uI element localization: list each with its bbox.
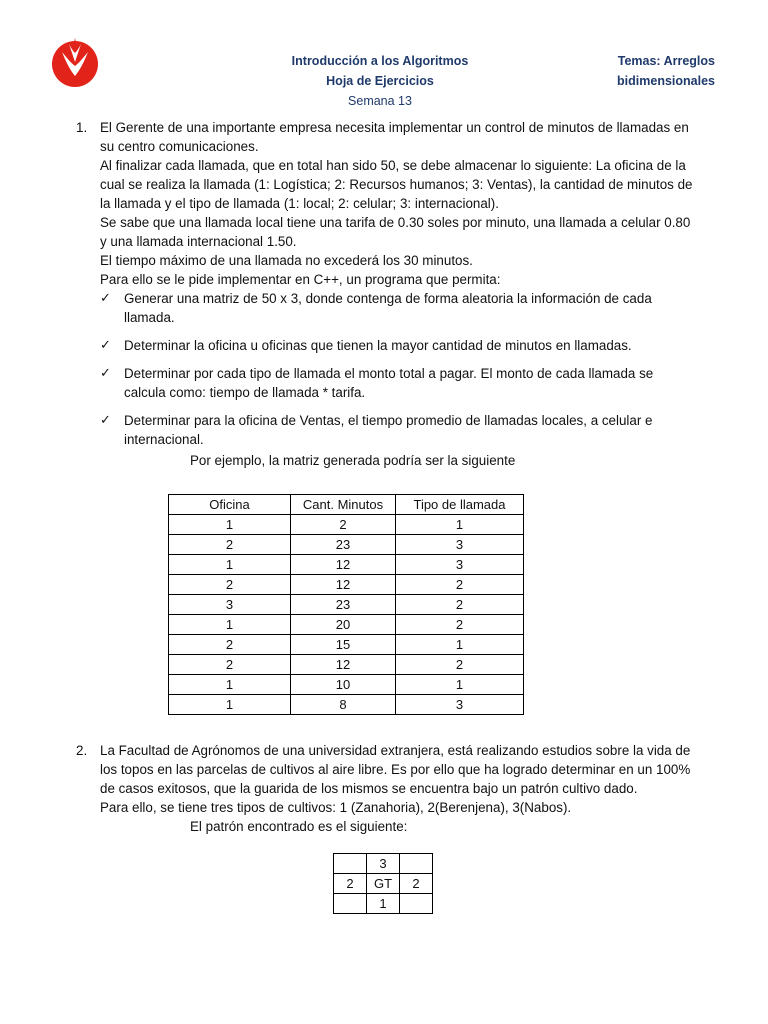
- text-line: El Gerente de una importante empresa necesita implementar un control de minutos de llamadas en: [100, 120, 689, 135]
- table-cell: 2: [396, 655, 524, 675]
- task-item: ✓ Generar una matriz de 50 x 3, donde contenga de forma aleatoria la información de cada llamada.: [100, 291, 652, 325]
- table-cell: 15: [291, 635, 396, 655]
- university-logo-icon: [50, 36, 100, 88]
- table-cell: 1: [367, 894, 400, 914]
- table-cell: 3: [367, 854, 400, 874]
- table-cell: 2: [396, 615, 524, 635]
- table-cell: 1: [396, 675, 524, 695]
- table-cell: 12: [291, 655, 396, 675]
- table-row: [169, 695, 524, 715]
- text-line: El tiempo máximo de una llamada no excederá los 30 minutos.: [100, 253, 473, 268]
- table-cell: 1: [169, 675, 291, 695]
- exercise-number: 1.: [76, 120, 88, 135]
- table-cell: 2: [396, 595, 524, 615]
- table-cell: [400, 894, 433, 914]
- column-header: Tipo de llamada: [396, 495, 524, 515]
- table-cell: [334, 854, 367, 874]
- table-cell: 2: [169, 575, 291, 595]
- column-header: Cant. Minutos: [291, 495, 396, 515]
- task-item: ✓ Determinar la oficina u oficinas que tienen la mayor cantidad de minutos en llamadas.: [100, 338, 632, 353]
- table-cell: 20: [291, 615, 396, 635]
- pattern-intro: El patrón encontrado es el siguiente:: [190, 819, 408, 834]
- exercise-2: [76, 741, 716, 914]
- table-row: [169, 655, 524, 675]
- text-line: Para ello, se tiene tres tipos de cultivos: 1 (Zanahoria), 2(Berenjena), 3(Nabos).: [100, 800, 572, 815]
- table-cell: 1: [169, 555, 291, 575]
- topics-header: [560, 51, 715, 91]
- calls-matrix-table: [168, 494, 524, 715]
- table-row: [334, 894, 433, 914]
- table-cell: 23: [291, 535, 396, 555]
- table-row: [169, 555, 524, 575]
- table-cell: 23: [291, 595, 396, 615]
- exercise-1: [76, 118, 716, 715]
- document-body: [76, 118, 716, 914]
- table-cell: 1: [396, 515, 524, 535]
- table-row: [169, 515, 524, 535]
- topics-line-2: bidimensionales: [617, 74, 715, 88]
- table-row: [169, 635, 524, 655]
- task-list: [100, 289, 716, 449]
- table-cell: 1: [169, 515, 291, 535]
- table-cell: 2: [169, 535, 291, 555]
- text-line: La Facultad de Agrónomos de una universidad extranjera, está realizando estudios sobre la vida de: [100, 743, 691, 758]
- text-line: Al finalizar cada llamada, que en total han sido 50, se debe almacenar lo siguiente: La oficina de la: [100, 158, 686, 173]
- table-cell: 2: [400, 874, 433, 894]
- table-cell: 2: [334, 874, 367, 894]
- table-cell: 2: [169, 655, 291, 675]
- table-header-row: [169, 495, 524, 515]
- example-intro: Por ejemplo, la matriz generada podría ser la siguiente: [190, 453, 516, 468]
- table-row: [169, 595, 524, 615]
- text-line: los topos en las parcelas de cultivos al aire libre. Es por ello que ha logrado determinar en un 100%: [100, 762, 691, 777]
- checkmark-icon: ✓: [100, 366, 111, 381]
- course-title: Introducción a los Algoritmos: [291, 54, 469, 68]
- text-line: de casos exitosos, que la guarida de los mismos se encuentra bajo un patrón cultivo dado.: [100, 781, 638, 796]
- checkmark-icon: ✓: [100, 291, 111, 306]
- task-item: ✓ Determinar por cada tipo de llamada el monto total a pagar. El monto de cada llamada se calcula como: tiempo de llamada * tarifa.: [100, 366, 654, 400]
- text-line: y una llamada internacional 1.50.: [100, 234, 297, 249]
- pattern-table: [333, 853, 433, 914]
- table-row: [334, 854, 433, 874]
- sheet-title: Hoja de Ejercicios: [326, 74, 434, 88]
- text-line: cual se realiza la llamada (1: Logística; 2: Recursos humanos; 3: Ventas), la cantidad de minutos de: [100, 177, 693, 192]
- table-row: [169, 535, 524, 555]
- text-line: Para ello se le pide implementar en C++, un programa que permita:: [100, 272, 501, 287]
- checkmark-icon: ✓: [100, 413, 111, 428]
- table-cell: 12: [291, 575, 396, 595]
- task-item: ✓ Determinar para la oficina de Ventas, el tiempo promedio de llamadas locales, a celular e internacional.: [100, 413, 653, 447]
- checkmark-icon: ✓: [100, 338, 111, 353]
- table-cell: 10: [291, 675, 396, 695]
- week-label: Semana 13: [348, 94, 412, 108]
- table-cell: 1: [169, 615, 291, 635]
- table-cell: 8: [291, 695, 396, 715]
- table-cell: 3: [396, 535, 524, 555]
- text-line: la llamada y el tipo de llamada (1: local; 2: celular; 3: internacional).: [100, 196, 499, 211]
- table-row: [169, 675, 524, 695]
- table-cell: [334, 894, 367, 914]
- table-cell: 2: [396, 575, 524, 595]
- exercise-number: 2.: [76, 743, 88, 758]
- exercise-text: [100, 741, 716, 817]
- table-row: [169, 575, 524, 595]
- table-cell: 12: [291, 555, 396, 575]
- table-cell: 2: [169, 635, 291, 655]
- table-row: [169, 615, 524, 635]
- table-cell: 1: [169, 695, 291, 715]
- table-cell: 3: [169, 595, 291, 615]
- table-row: [334, 874, 433, 894]
- column-header: Oficina: [169, 495, 291, 515]
- text-line: Se sabe que una llamada local tiene una tarifa de 0.30 soles por minuto, una llamada a celular 0.80: [100, 215, 691, 230]
- topics-line-1: Temas: Arreglos: [617, 54, 715, 68]
- document-header: [250, 51, 510, 111]
- table-cell: 3: [396, 695, 524, 715]
- table-cell: [400, 854, 433, 874]
- exercise-text: [100, 118, 716, 289]
- text-line: su centro comunicaciones.: [100, 139, 259, 154]
- table-cell: 1: [396, 635, 524, 655]
- table-cell: 2: [291, 515, 396, 535]
- table-cell: 3: [396, 555, 524, 575]
- table-cell: GT: [367, 874, 400, 894]
